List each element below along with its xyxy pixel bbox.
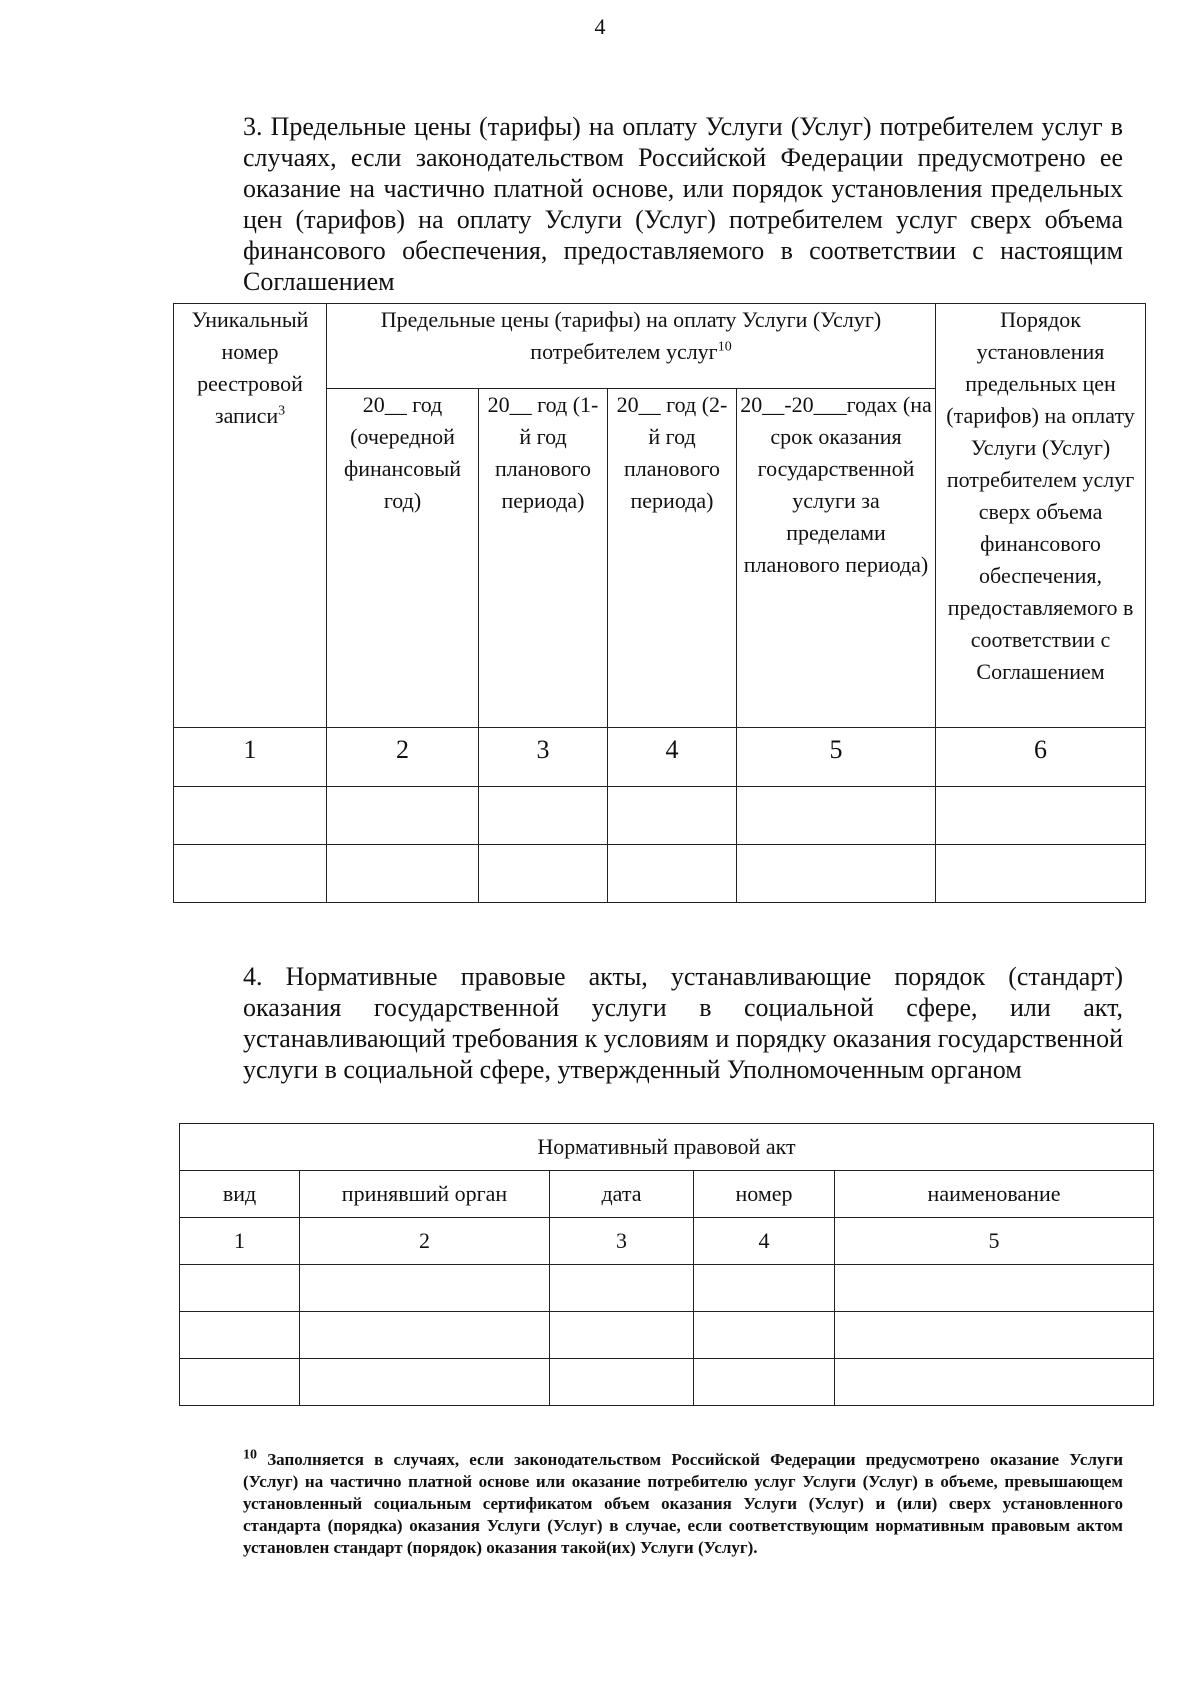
table-row xyxy=(174,787,1146,845)
header-date: дата xyxy=(550,1171,694,1218)
table-cell xyxy=(936,787,1146,845)
table-cell xyxy=(550,1265,694,1312)
column-number: 5 xyxy=(737,728,936,787)
header-pricing-procedure: Порядок установления предельных цен (тарифов) на оплату Услуги (Услуг) потребителем услуг сверх объема финансового обеспечения, предоставляемого в соответствии с Соглашением xyxy=(936,304,1146,728)
header-year-current: 20__ год (очередной финансовый год) xyxy=(327,389,479,728)
table-cell xyxy=(180,1359,300,1406)
header-price-limits: Предельные цены (тарифы) на оплату Услуги (Услуг) потребителем услуг$^{10}$ xyxy=(327,304,936,389)
legal-acts-table xyxy=(179,1123,1154,1406)
footnote-text: Заполняется в случаях, если законодательством Российской Федерации предусмотрено оказание Услуги (Услуг) на частично платной основе или оказание потребителю услуг Услуги (Услуг) в объеме, превышающем установленный социальным сертификатом объем оказания Услуги (Услуг) и (или) сверх установленного стандарта (порядка) оказания Услуги (Услуг) в случае, если соответствующим нормативным правовым актом установлен стандарт (порядок) оказания такой(их) Услуги (Услуг). xyxy=(243,1450,1124,1557)
table-cell xyxy=(835,1359,1154,1406)
footnote-ref-10: 10 xyxy=(717,339,732,355)
column-number: 4 xyxy=(608,728,737,787)
table-row-numbers xyxy=(180,1218,1154,1265)
table-cell xyxy=(835,1312,1154,1359)
table-cell xyxy=(327,787,479,845)
header-legal-act: Нормативный правовой акт xyxy=(180,1124,1154,1171)
table-row xyxy=(174,845,1146,903)
table-cell xyxy=(300,1359,550,1406)
header-issuing-body: принявший орган xyxy=(300,1171,550,1218)
table-cell xyxy=(327,845,479,903)
table-row xyxy=(180,1312,1154,1359)
table-cell xyxy=(694,1312,835,1359)
header-title: наименование xyxy=(835,1171,1154,1218)
column-number: 4 xyxy=(694,1218,835,1265)
section-4-text xyxy=(173,961,1123,1085)
table-cell xyxy=(180,1312,300,1359)
footnote xyxy=(173,1449,1123,1559)
header-number: номер xyxy=(694,1171,835,1218)
table-cell xyxy=(835,1265,1154,1312)
column-number: 3 xyxy=(479,728,608,787)
header-year-plan-2: 20__ год (2-й год планового периода) xyxy=(608,389,737,728)
header-type: вид xyxy=(180,1171,300,1218)
table-cell xyxy=(180,1265,300,1312)
column-number: 1 xyxy=(174,728,327,787)
table-cell xyxy=(479,787,608,845)
table-cell xyxy=(300,1265,550,1312)
table-cell xyxy=(174,845,327,903)
table-row xyxy=(180,1265,1154,1312)
column-number: 6 xyxy=(936,728,1146,787)
column-number: 2 xyxy=(327,728,479,787)
section-3-text xyxy=(173,111,1123,297)
table-cell xyxy=(300,1312,550,1359)
table-cell xyxy=(174,787,327,845)
table-cell xyxy=(608,787,737,845)
section-4-body: 4. Нормативные правовые акты, устанавливающие порядок (стандарт) оказания государственной услуги в социальной сфере, или акт, устанавливающий требования к условиям и порядку оказания государственной услуги в социальной сфере, утвержденный Уполномоченным органом xyxy=(243,962,1123,1084)
table-cell xyxy=(550,1359,694,1406)
column-number: 1 xyxy=(180,1218,300,1265)
page-number: 4 xyxy=(594,14,606,39)
table-row xyxy=(180,1359,1154,1406)
table-cell xyxy=(737,845,936,903)
tariffs-table xyxy=(173,303,1146,903)
footnote-ref-3: 3 xyxy=(278,403,286,419)
table-row-numbers xyxy=(174,728,1146,787)
header-year-plan-1: 20__ год (1-й год планового периода) xyxy=(479,389,608,728)
header-registry-number: Уникальный номер реестровой записи$^3$ xyxy=(174,304,327,728)
footnote-mark: 10 xyxy=(243,1447,257,1463)
section-3-body: 3. Предельные цены (тарифы) на оплату Услуги (Услуг) потребителем услуг в случаях, если законодательством Российской Федерации предусмотрено ее оказание на частично платной основе, или порядок установления предельных цен (тарифов) на оплату Услуги (Услуг) потребителем услуг сверх объема финансового обеспечения, предоставляемого в соответствии с настоящим Соглашением xyxy=(243,112,1123,296)
table-cell xyxy=(694,1359,835,1406)
table-cell xyxy=(936,845,1146,903)
column-number: 2 xyxy=(300,1218,550,1265)
column-number: 3 xyxy=(550,1218,694,1265)
column-number: 5 xyxy=(835,1218,1154,1265)
table-cell xyxy=(694,1265,835,1312)
table-cell xyxy=(550,1312,694,1359)
header-year-beyond: 20__-20___годах (на срок оказания государственной услуги за пределами планового периода) xyxy=(737,389,936,728)
table-cell xyxy=(479,845,608,903)
table-cell xyxy=(608,845,737,903)
table-cell xyxy=(737,787,936,845)
